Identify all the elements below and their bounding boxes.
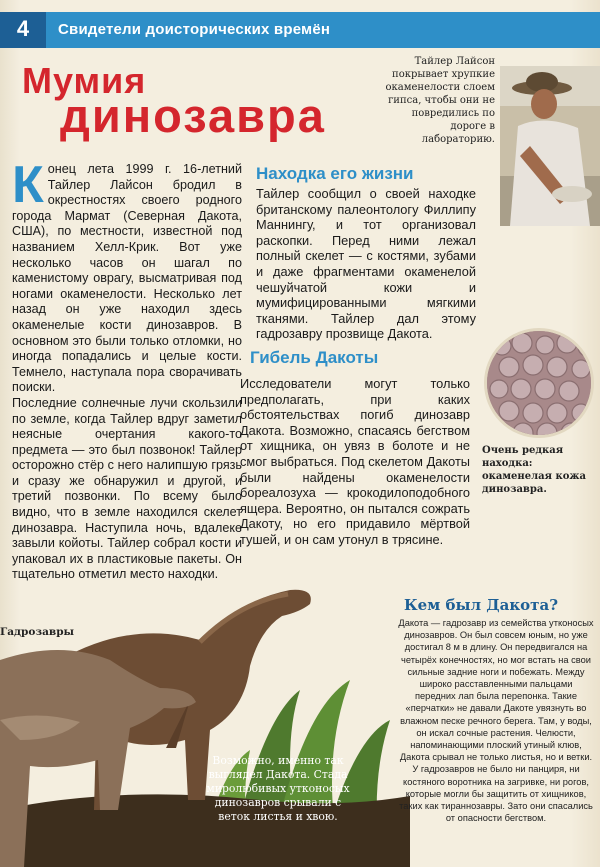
illustration-caption: Возможно, именно так выглядел Дакота. Стада миролюбивых утконосых динозавров срывали с веток листья и хвою. bbox=[206, 754, 350, 823]
section-title: Свидетели доисторических времён bbox=[58, 21, 331, 38]
photo-paleontologist bbox=[500, 66, 600, 226]
photo-caption: Тайлер Лайсон покрывает хрупкие окаменелости слоем гипса, чтобы они не повредились по дороге в лабораторию. bbox=[385, 56, 495, 145]
hadrosaurs-label: Гадрозавры bbox=[0, 626, 75, 638]
skin-photo-caption: Очень редкая находка: окаменелая кожа динозавра. bbox=[482, 445, 586, 495]
drop-cap: К bbox=[12, 156, 44, 214]
heading-death: Гибель Дакоты bbox=[250, 348, 379, 367]
paragraph-2: Последние солнечные лучи скользили по земле, когда Тайлер вдруг заметил неясные очертания какого-то предмета — это был позвонок! Тайлер осторожно стёр с него налипшую грязь и сразу же обнаружил и другой, и третий позвонки. По всему было видно, что в земле находился скелет динозавра. Наступила ночь, вдалеке завыли койоты. Тайлер собрал кости и упаковал их в пластиковые пакеты. Он тщательно отметил место находки. bbox=[12, 395, 242, 582]
page-number: 4 bbox=[16, 16, 30, 41]
info-box-title: Кем был Дакота? bbox=[404, 596, 558, 614]
find-text: Тайлер сообщил о своей находке британскому палеонтологу Филлипу Маннингу, и тот организовал раскопки. Перед ними лежал полный скелет — с костями, зубами и даже фрагментами окаменелой чешуйчатой кожи и мумифицированными мягкими тканями. Тайлер дал этому гадрозавру прозвище Дакота. bbox=[256, 186, 476, 342]
death-text: Исследователи могут только предполагать, при каких обстоятельствах погиб динозавр Дакота. Возможно, спасаясь бегством от хищника, он увяз в болоте и не смог выбраться. Под скелетом Дакоты были найдены окаменелости бореалозуха — крокодилоподобного ящера. Вероятно, он пытался сожрать Дакоту, но его придавило мёртвой тушей, и он сам утонул в трясине. bbox=[240, 376, 470, 547]
paleontologist-image bbox=[500, 66, 600, 226]
paragraph-1 bbox=[12, 156, 242, 396]
heading-find: Находка его жизни bbox=[256, 164, 414, 183]
paragraph-1-text: онец лета 1999 г. 16-летний Тайлер Лайсон бродил в окрестностях своего родного города Мармат (Северная Дакота, США), по местности, известной под названием Хелл-Крик. Вот уже несколько часов он шагал по каменистому оврагу, высматривая под ногами окаменелости. Несколько лет назад он уже находил здесь окаменелые кости динозавров. В основном это были только отломки, но иногда попадались и целые кости. Темнело, наступала пора сворачивать поиски. bbox=[12, 162, 242, 395]
page-title-line1: Мумия bbox=[22, 60, 147, 101]
fossil-skin-photo bbox=[484, 328, 594, 438]
page-title-line2: динозавра bbox=[60, 89, 326, 142]
left-column bbox=[12, 156, 242, 583]
info-box-text: Дакота — гадрозавр из семейства утконосых динозавров. Он был совсем юным, но уже достигал 8 м в длину. Он передвигался на четырёх конечностях, но мог встать на свои сильные задние ноги и побежать. Между широко расставленными пальцами передних лап была перепонка. Такие «перчатки» не давали Дакоте увязнуть во влажном песке речного берега. Там, у воды, он искал сочные растения. Челюсти, напоминающими плоский утиный клюв, Дакота срывал не только листья, но и ветки. У гадрозавров не было ни панциря, ни костяного воротника на загривке, ни рогов, которые могли бы защитить от хищников, таких как тираннозавры. Зато они спасались от опасности бегством. bbox=[398, 618, 594, 824]
